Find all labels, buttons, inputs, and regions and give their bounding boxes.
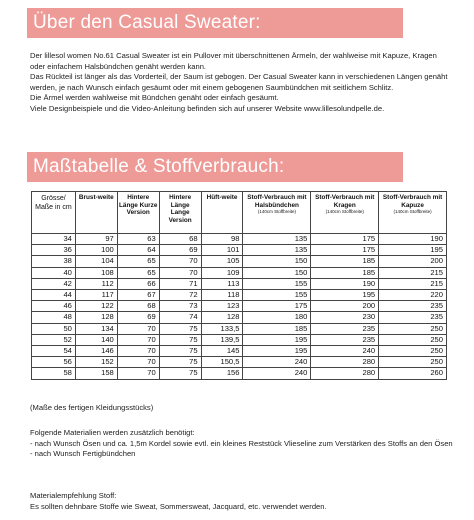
table-cell: 38 [32, 256, 76, 267]
table-cell: 250 [379, 334, 447, 345]
table-cell: 98 [201, 234, 243, 245]
table-cell: 56 [32, 357, 76, 368]
table-cell: 195 [379, 245, 447, 256]
table-cell: 68 [117, 301, 159, 312]
table-cell: 180 [243, 312, 311, 323]
table-cell: 108 [75, 267, 117, 278]
table-cell: 235 [311, 323, 379, 334]
table-cell: 235 [379, 312, 447, 323]
table-cell: 123 [201, 301, 243, 312]
table-cell: 46 [32, 301, 76, 312]
table-note: (Maße des fertigen Kleidungsstücks) [30, 403, 154, 412]
table-cell: 185 [311, 256, 379, 267]
table-cell: 70 [117, 346, 159, 357]
header-size: Grösse/ Maße in cm [32, 192, 76, 234]
table-cell: 235 [379, 301, 447, 312]
materials-item: - nach Wunsch Ösen und ca. 1,5m Kordel sowie evtl. ein kleines Reststück Vlieseline zum Verstärken des Stoffs an den Ösen [30, 438, 453, 448]
table-row [32, 323, 447, 334]
table-cell: 150 [243, 267, 311, 278]
table-cell: 146 [75, 346, 117, 357]
table-cell: 97 [75, 234, 117, 245]
table-row [32, 368, 447, 379]
table-cell: 175 [311, 245, 379, 256]
header-fabric-hood: Stoff-Verbrauch mit Kapuze (140cm Stoffbreite) [379, 192, 447, 234]
table-cell: 70 [117, 368, 159, 379]
table-cell: 66 [117, 278, 159, 289]
table-cell: 64 [117, 245, 159, 256]
table-row [32, 267, 447, 278]
table-cell: 200 [379, 256, 447, 267]
materials-item: - nach Wunsch Fertigbündchen [30, 449, 136, 459]
table-cell: 72 [159, 290, 201, 301]
table-cell: 190 [311, 278, 379, 289]
table-cell: 190 [379, 234, 447, 245]
table-cell: 128 [201, 312, 243, 323]
table-cell: 58 [32, 368, 76, 379]
section-title-about: Über den Casual Sweater: [27, 8, 403, 38]
table-cell: 52 [32, 334, 76, 345]
table-row [32, 301, 447, 312]
table-cell: 50 [32, 323, 76, 334]
table-cell: 135 [243, 245, 311, 256]
table-cell: 71 [159, 278, 201, 289]
table-cell: 104 [75, 256, 117, 267]
header-back-length-short: Hintere Länge Kurze Version [117, 192, 159, 234]
table-cell: 42 [32, 278, 76, 289]
table-cell: 195 [243, 334, 311, 345]
table-cell: 105 [201, 256, 243, 267]
table-cell: 70 [117, 357, 159, 368]
table-cell: 70 [117, 323, 159, 334]
table-cell: 48 [32, 312, 76, 323]
intro-paragraph: Der lillesol women No.61 Casual Sweater ist ein Pullover mit überschnittenen Ärmeln, der wahlweise mit Kapuze, Kragen oder einfachem Halsbündchen genäht werden kann. [30, 51, 437, 71]
table-cell: 250 [379, 346, 447, 357]
table-cell: 155 [243, 278, 311, 289]
table-cell: 36 [32, 245, 76, 256]
table-header-row [32, 192, 447, 234]
table-cell: 156 [201, 368, 243, 379]
table-cell: 175 [311, 234, 379, 245]
table-cell: 215 [379, 267, 447, 278]
table-row [32, 234, 447, 245]
table-cell: 215 [379, 278, 447, 289]
table-row [32, 256, 447, 267]
table-cell: 145 [201, 346, 243, 357]
intro-text [30, 51, 450, 115]
table-cell: 75 [159, 357, 201, 368]
table-cell: 74 [159, 312, 201, 323]
table-cell: 185 [311, 267, 379, 278]
intro-paragraph: Viele Designbeispiele und die Video-Anleitung befinden sich auf unserer Website www.lillesolundpelle.de. [30, 103, 385, 113]
table-cell: 250 [379, 323, 447, 334]
header-fabric-neckband: Stoff-Verbrauch mit Halsbündchen (140cm Stoffbreite) [243, 192, 311, 234]
table-cell: 75 [159, 368, 201, 379]
table-cell: 230 [311, 312, 379, 323]
table-cell: 100 [75, 245, 117, 256]
table-cell: 73 [159, 301, 201, 312]
table-row [32, 334, 447, 345]
table-cell: 158 [75, 368, 117, 379]
table-cell: 280 [311, 357, 379, 368]
table-cell: 118 [201, 290, 243, 301]
table-cell: 70 [117, 334, 159, 345]
table-row [32, 312, 447, 323]
table-row [32, 357, 447, 368]
header-chest-width: Brust-weite [75, 192, 117, 234]
table-cell: 75 [159, 346, 201, 357]
table-cell: 101 [201, 245, 243, 256]
table-cell: 152 [75, 357, 117, 368]
table-cell: 67 [117, 290, 159, 301]
table-row [32, 245, 447, 256]
table-cell: 63 [117, 234, 159, 245]
header-fabric-collar: Stoff-Verbrauch mit Kragen (140cm Stoffbreite) [311, 192, 379, 234]
table-cell: 68 [159, 234, 201, 245]
table-cell: 75 [159, 323, 201, 334]
header-back-length-long: Hintere Länge Lange Version [159, 192, 201, 234]
table-cell: 235 [311, 334, 379, 345]
table-cell: 150 [243, 256, 311, 267]
intro-paragraph: Die Ärmel werden wahlweise mit Bündchen genäht oder einfach gesäumt. [30, 93, 279, 103]
fabric-recommendation [30, 491, 460, 512]
table-cell: 220 [379, 290, 447, 301]
table-cell: 175 [243, 301, 311, 312]
recommendation-text: Es sollten dehnbare Stoffe wie Sweat, Sommersweat, Jacquard, etc. verwendet werden. [30, 501, 327, 511]
materials-title: Folgende Materialien werden zusätzlich benötigt: [30, 428, 195, 437]
table-cell: 240 [243, 357, 311, 368]
table-row [32, 278, 447, 289]
section-title-size-table: Maßtabelle & Stoffverbrauch: [27, 152, 403, 182]
table-cell: 200 [311, 301, 379, 312]
table-cell: 195 [243, 346, 311, 357]
table-cell: 70 [159, 256, 201, 267]
table-cell: 109 [201, 267, 243, 278]
table-cell: 40 [32, 267, 76, 278]
table-cell: 280 [311, 368, 379, 379]
recommendation-title: Materialempfehlung Stoff: [30, 491, 117, 500]
table-cell: 150,5 [201, 357, 243, 368]
table-cell: 155 [243, 290, 311, 301]
table-cell: 113 [201, 278, 243, 289]
table-cell: 240 [243, 368, 311, 379]
header-hip-width: Hüft-weite [201, 192, 243, 234]
table-cell: 117 [75, 290, 117, 301]
table-cell: 34 [32, 234, 76, 245]
table-cell: 260 [379, 368, 447, 379]
table-row [32, 346, 447, 357]
table-row [32, 290, 447, 301]
table-cell: 44 [32, 290, 76, 301]
table-cell: 112 [75, 278, 117, 289]
materials-section [30, 428, 460, 460]
table-cell: 135 [243, 234, 311, 245]
table-cell: 122 [75, 301, 117, 312]
table-cell: 134 [75, 323, 117, 334]
table-cell: 195 [311, 290, 379, 301]
table-cell: 65 [117, 267, 159, 278]
table-cell: 65 [117, 256, 159, 267]
table-cell: 139,5 [201, 334, 243, 345]
table-cell: 133,5 [201, 323, 243, 334]
table-cell: 70 [159, 267, 201, 278]
table-cell: 128 [75, 312, 117, 323]
intro-paragraph: Das Rückteil ist länger als das Vorderteil, der Saum ist gebogen. Der Casual Sweater kann in verschiedenen Längen genäht werden, je nach Wunsch einfach gesäumt oder mit einem gebogenen Saumbündchen mit seitlichem Schlitz. [30, 72, 448, 92]
table-cell: 54 [32, 346, 76, 357]
size-table [31, 191, 447, 380]
table-cell: 140 [75, 334, 117, 345]
table-cell: 69 [117, 312, 159, 323]
table-cell: 185 [243, 323, 311, 334]
table-cell: 240 [311, 346, 379, 357]
table-cell: 250 [379, 357, 447, 368]
table-cell: 69 [159, 245, 201, 256]
table-cell: 75 [159, 334, 201, 345]
